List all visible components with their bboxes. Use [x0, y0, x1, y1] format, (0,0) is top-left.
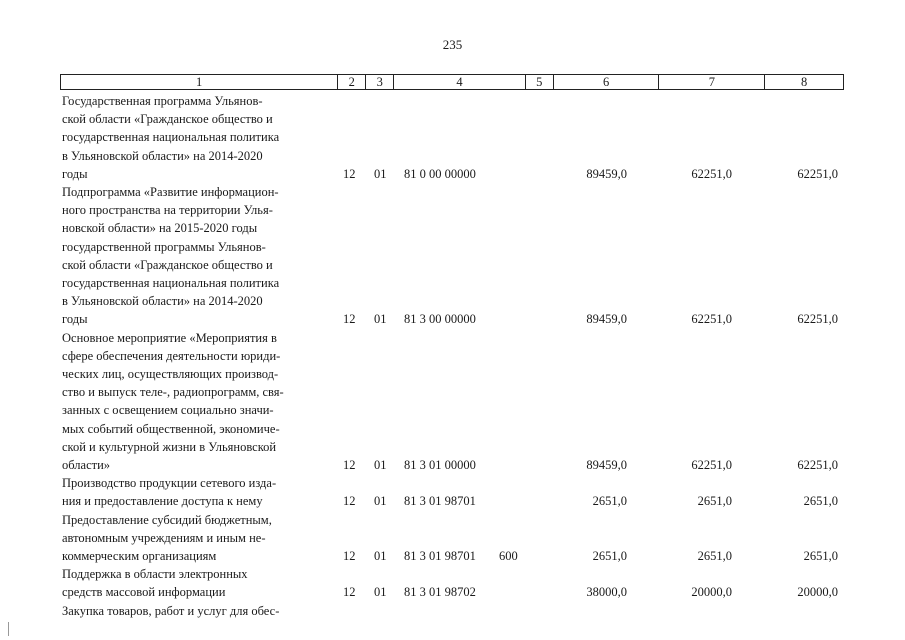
table-row [62, 329, 852, 475]
header-col-2: 2 [338, 75, 366, 89]
row-value-col8: 20000,0 [797, 585, 838, 600]
table-row [62, 602, 852, 620]
row-section: 12 [343, 585, 356, 600]
row-target-code: 81 3 01 98701 [404, 494, 476, 509]
row-target-code: 81 3 01 98701 [404, 549, 476, 564]
page-number: 235 [442, 37, 463, 52]
row-section: 12 [343, 458, 356, 473]
row-expense-type: 600 [499, 549, 518, 564]
row-target-code: 81 0 00 00000 [404, 166, 476, 181]
row-value-col6: 89459,0 [586, 458, 627, 473]
row-subsection: 01 [374, 312, 387, 327]
row-value-col7: 2651,0 [697, 494, 732, 509]
header-col-7: 7 [659, 75, 765, 89]
row-subsection: 01 [374, 585, 387, 600]
row-value-col6: 2651,0 [592, 494, 627, 509]
row-name: Предоставление субсидий бюджетным, автономным учреждениям и иным не- коммерческим организациям [62, 512, 272, 564]
row-value-col7: 62251,0 [691, 312, 732, 327]
header-col-6: 6 [554, 75, 660, 89]
row-subsection: 01 [374, 166, 387, 181]
table-row [62, 511, 852, 566]
header-col-1: 1 [61, 75, 338, 89]
table-row [62, 183, 852, 329]
row-target-code: 81 3 00 00000 [404, 312, 476, 327]
row-value-col7: 20000,0 [691, 585, 732, 600]
row-name: Подпрограмма «Развитие информацион- ного пространства на территории Улья- новской области» на 2015-2020 годы государственной программы Ульянов- ской области «Гражданское общество и государственная национальная политика в Ульяновской области» на 2014-2020 годы [62, 185, 280, 327]
row-subsection: 01 [374, 494, 387, 509]
row-value-col6: 38000,0 [586, 585, 627, 600]
row-section: 12 [343, 312, 356, 327]
row-value-col7: 62251,0 [691, 458, 732, 473]
row-target-code: 81 3 01 98702 [404, 585, 476, 600]
table-row [62, 92, 852, 183]
header-col-4: 4 [394, 75, 526, 89]
row-value-col6: 89459,0 [586, 166, 627, 181]
row-name: Основное мероприятие «Мероприятия в сфере обеспечения деятельности юриди- ческих лиц, осуществляющих производ- ство и выпуск теле-, радиопрограмм, свя- занных с освещением социально значи- мых событий общественной, экономиче- ской и культурной жизни в Ульяновской области» [62, 330, 284, 473]
row-value-col8: 2651,0 [803, 494, 838, 509]
row-name: Государственная программа Ульянов- ской области «Гражданское общество и государственная национальная политика в Ульяновской области» на 2014-2020 годы [62, 94, 280, 181]
row-value-col8: 62251,0 [797, 166, 838, 181]
row-value-col6: 89459,0 [586, 312, 627, 327]
row-value-col8: 62251,0 [797, 312, 838, 327]
table-body [62, 92, 852, 620]
row-name: Закупка товаров, работ и услуг для обес- [62, 603, 280, 618]
scan-edge-mark [8, 622, 9, 636]
row-value-col7: 62251,0 [691, 166, 732, 181]
row-value-col6: 2651,0 [592, 549, 627, 564]
table-row [62, 565, 852, 601]
row-name: Производство продукции сетевого изда- ния и предоставление доступа к нему [62, 476, 277, 509]
row-section: 12 [343, 166, 356, 181]
row-target-code: 81 3 01 00000 [404, 458, 476, 473]
header-col-5: 5 [526, 75, 554, 89]
header-col-8: 8 [800, 75, 808, 89]
row-value-col7: 2651,0 [697, 549, 732, 564]
header-col-3: 3 [366, 75, 394, 89]
row-section: 12 [343, 494, 356, 509]
row-name: Поддержка в области электронных средств массовой информации [62, 567, 248, 600]
table-row [62, 474, 852, 510]
row-value-col8: 2651,0 [803, 549, 838, 564]
row-value-col8: 62251,0 [797, 458, 838, 473]
table-header-row [60, 74, 844, 90]
row-subsection: 01 [374, 549, 387, 564]
row-subsection: 01 [374, 458, 387, 473]
row-section: 12 [343, 549, 356, 564]
